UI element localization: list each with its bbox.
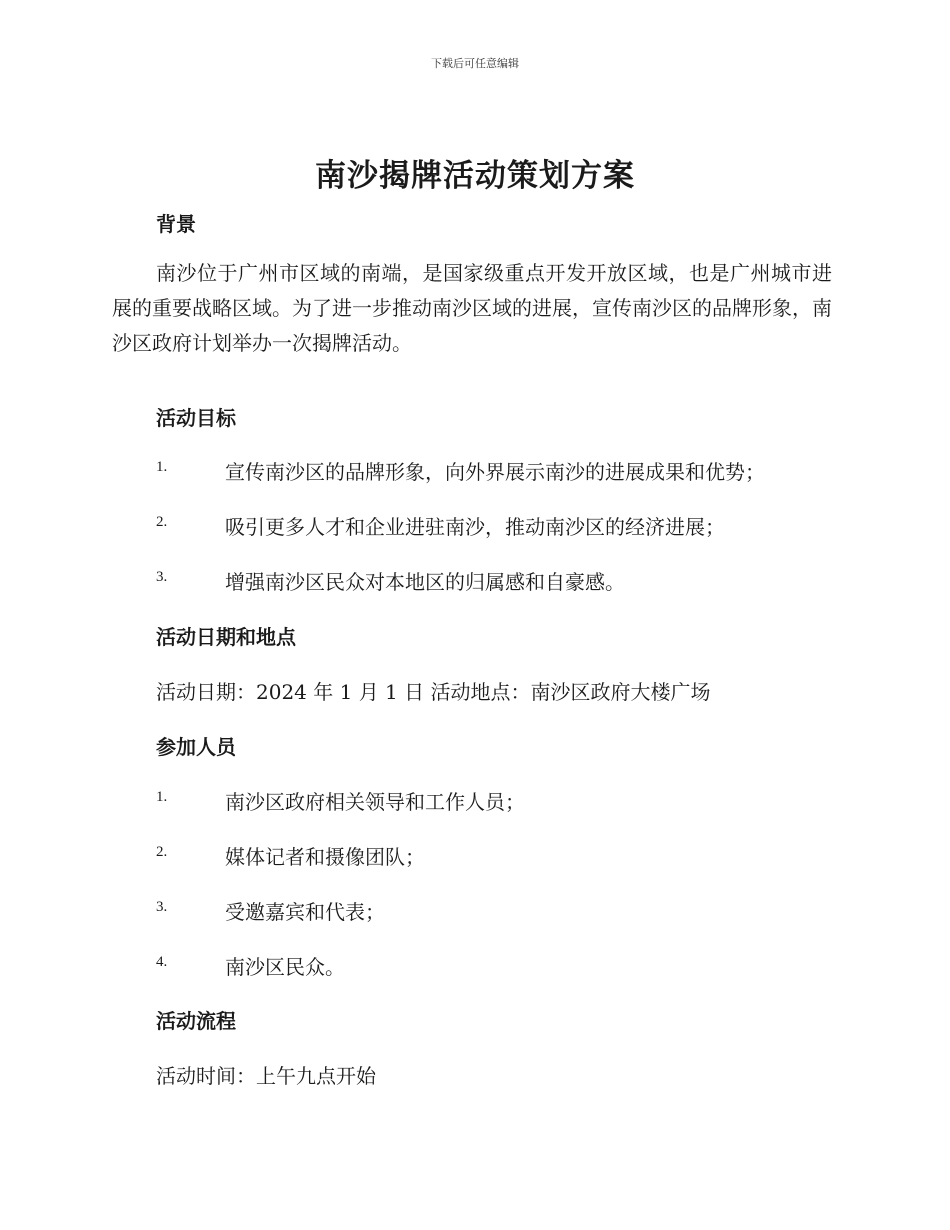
background-paragraph: 南沙位于广州市区域的南端，是国家级重点开发开放区域，也是广州城市进展的重要战略区域。为了进一步推动南沙区域的进展，宣传南沙区的品牌形象，南沙区政府计划举办一次揭牌活动。 [112,261,832,355]
list-text: 媒体记者和摄像团队； [225,845,425,869]
list-number: 4. [156,954,168,970]
list-number: 3. [156,569,168,585]
list-text: 南沙区政府相关领导和工作人员； [225,790,525,814]
section-heading-background: 背景 [156,212,196,236]
document-title: 南沙揭牌活动策划方案 [315,158,635,194]
list-number: 2. [156,514,168,530]
section-heading-goals: 活动目标 [156,406,236,430]
section-heading-datetime: 活动日期和地点 [156,625,296,649]
process-line: 活动时间：上午九点开始 [156,1064,376,1088]
list-number: 2. [156,844,168,860]
header-note: 下载后可任意编辑 [431,57,519,70]
list-text: 增强南沙区民众对本地区的归属感和自豪感。 [225,570,625,594]
list-number: 3. [156,899,168,915]
list-number: 1. [156,789,168,805]
datetime-line: 活动日期：2024 年 1 月 1 日 活动地点：南沙区政府大楼广场 [156,680,711,704]
list-text: 南沙区民众。 [225,955,345,979]
list-number: 1. [156,459,168,475]
section-heading-process: 活动流程 [156,1009,236,1033]
section-heading-participants: 参加人员 [156,735,236,759]
list-text: 受邀嘉宾和代表； [225,900,385,924]
list-text: 吸引更多人才和企业进驻南沙，推动南沙区的经济进展； [225,515,725,539]
list-text: 宣传南沙区的品牌形象，向外界展示南沙的进展成果和优势； [225,460,765,484]
